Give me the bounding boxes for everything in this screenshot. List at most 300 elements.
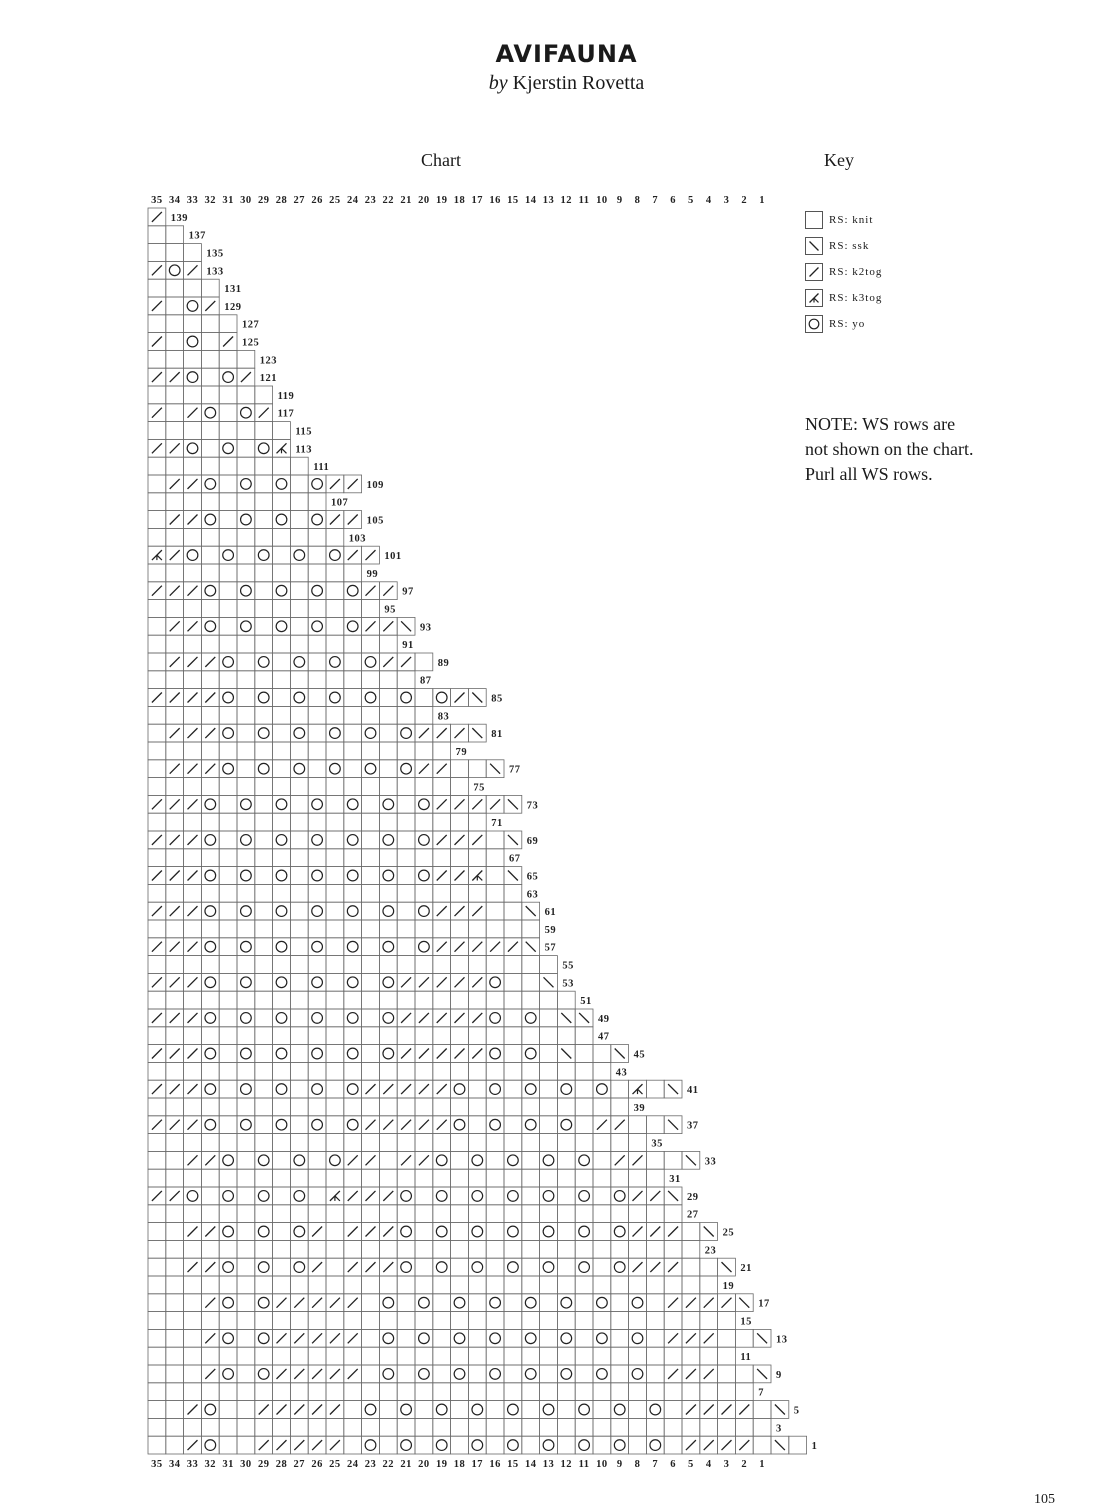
chart-cell: [486, 1009, 504, 1027]
chart-cell: [326, 1134, 344, 1152]
k2tog-icon: [401, 1155, 411, 1165]
yo-icon: [187, 336, 198, 347]
chart-cell: [326, 689, 344, 707]
chart-cell: [593, 1169, 611, 1187]
chart-cell: [522, 1116, 540, 1134]
chart-cell: [344, 1347, 362, 1365]
ssk-icon: [579, 1013, 589, 1023]
chart-cell: [219, 1347, 237, 1365]
chart-cell: [415, 1027, 433, 1045]
yo-icon: [561, 1119, 572, 1130]
key-label: RS: ssk: [829, 240, 870, 252]
chart-row: [148, 261, 224, 279]
row-number: 63: [526, 889, 539, 901]
chart-cell: [486, 1329, 504, 1347]
column-number-bottom: 25: [329, 1459, 341, 1470]
chart-cell: [237, 920, 255, 938]
chart-cell: [646, 1312, 664, 1330]
chart-cell: [379, 778, 397, 796]
row-number: 137: [188, 230, 206, 242]
chart-cell: [273, 849, 291, 867]
k2tog-icon: [490, 942, 500, 952]
yo-icon: [419, 1297, 430, 1308]
k2tog-icon: [419, 1084, 429, 1094]
chart-cell: [273, 1312, 291, 1330]
row-number: 75: [473, 782, 485, 794]
chart-cell: [468, 813, 486, 831]
k2tog-icon: [401, 977, 411, 987]
column-number-top: 17: [471, 195, 484, 206]
chart-cell: [504, 956, 522, 974]
chart-cell: [166, 226, 184, 244]
yo-icon: [365, 657, 376, 668]
chart-cell: [397, 1205, 415, 1223]
chart-cell: [273, 582, 291, 600]
chart-cell: [379, 1276, 397, 1294]
ssk-icon: [472, 693, 482, 703]
k2tog-icon: [312, 1369, 322, 1379]
chart-cell: [433, 1258, 451, 1276]
chart-cell: [326, 884, 344, 902]
chart-cell: [451, 1134, 469, 1152]
k2tog-icon: [704, 1298, 714, 1308]
ssk-icon: [668, 1191, 678, 1201]
chart-cell: [219, 386, 237, 404]
chart-cell: [308, 1418, 326, 1436]
yo-icon: [401, 1262, 412, 1273]
row-number: 55: [562, 960, 574, 972]
chart-cell: [415, 1240, 433, 1258]
chart-cell: [379, 813, 397, 831]
chart-cell: [273, 1169, 291, 1187]
chart-cell: [522, 1062, 540, 1080]
chart-cell: [308, 920, 326, 938]
row-number: 37: [687, 1120, 699, 1132]
chart-cell: [326, 617, 344, 635]
chart-cell: [433, 1151, 451, 1169]
chart-cell: [326, 991, 344, 1009]
chart-cell: [308, 973, 326, 991]
chart-cell: [468, 760, 486, 778]
chart-row: [148, 973, 574, 991]
yo-icon: [597, 1333, 608, 1344]
k2tog-icon: [348, 1298, 358, 1308]
chart-cell: [646, 1436, 664, 1454]
chart-cell: [273, 742, 291, 760]
chart-cell: [255, 795, 273, 813]
chart-cell: [201, 1205, 219, 1223]
k3tog-icon: [152, 550, 162, 560]
k2tog-icon: [348, 1369, 358, 1379]
k2tog-icon: [188, 942, 198, 952]
chart-cell: [255, 422, 273, 440]
chart-cell: [433, 1276, 451, 1294]
chart-cell: [753, 1418, 771, 1436]
chart-row: [148, 350, 277, 368]
row-number: 111: [313, 462, 330, 474]
k2tog-icon: [188, 835, 198, 845]
chart-cell: [522, 1009, 540, 1027]
yo-icon: [632, 1297, 643, 1308]
chart-cell: [273, 760, 291, 778]
chart-cell: [237, 938, 255, 956]
k2tog-icon: [170, 621, 180, 631]
chart-cell: [148, 1151, 166, 1169]
chart-cell: [255, 1223, 273, 1241]
chart-cell: [237, 1329, 255, 1347]
chart-cell: [468, 884, 486, 902]
chart-cell: [201, 778, 219, 796]
chart-cell: [362, 884, 380, 902]
column-number-top: 19: [435, 195, 448, 206]
chart-cell: [646, 1151, 664, 1169]
k2tog-icon: [686, 1369, 696, 1379]
chart-cell: [184, 1276, 202, 1294]
k2tog-icon: [205, 1155, 215, 1165]
chart-cell: [575, 1294, 593, 1312]
chart-cell: [415, 1098, 433, 1116]
chart-row: [148, 1401, 800, 1419]
chart-cell: [433, 1312, 451, 1330]
chart-cell: [219, 956, 237, 974]
k2tog-icon: [223, 337, 233, 347]
yo-icon: [241, 585, 252, 596]
row-number: 133: [206, 266, 224, 278]
chart-cell: [237, 778, 255, 796]
chart-cell: [540, 1027, 558, 1045]
chart-cell: [415, 1294, 433, 1312]
chart-cell: [166, 564, 184, 582]
chart-cell: [184, 350, 202, 368]
chart-cell: [308, 635, 326, 653]
yo-icon: [294, 550, 305, 561]
chart-row: [148, 938, 556, 956]
chart-cell: [468, 1027, 486, 1045]
chart-cell: [646, 1383, 664, 1401]
chart-cell: [290, 511, 308, 529]
column-number-bottom: 24: [346, 1459, 359, 1470]
row-number: 121: [259, 373, 278, 385]
chart-cell: [486, 1240, 504, 1258]
chart-cell: [379, 1294, 397, 1312]
column-number-top: 9: [616, 195, 623, 206]
chart-cell: [148, 1240, 166, 1258]
k2tog-icon: [312, 1405, 322, 1415]
yo-icon: [472, 1155, 483, 1166]
chart-cell: [451, 849, 469, 867]
yo-icon: [419, 1333, 430, 1344]
chart-cell: [148, 1365, 166, 1383]
chart-cell: [166, 1436, 184, 1454]
chart-cell: [308, 1062, 326, 1080]
chart-cell: [433, 884, 451, 902]
chart-cell: [201, 546, 219, 564]
yo-icon: [258, 1333, 269, 1344]
chart-cell: [593, 1151, 611, 1169]
k2tog-icon: [366, 1262, 376, 1272]
chart-cell: [415, 1276, 433, 1294]
chart-cell: [326, 653, 344, 671]
chart-cell: [433, 1134, 451, 1152]
chart-cell: [273, 795, 291, 813]
chart-cell: [148, 422, 166, 440]
column-number-top: 33: [186, 195, 199, 206]
yo-icon: [347, 870, 358, 881]
k2tog-icon: [668, 1298, 678, 1308]
yo-icon: [508, 1440, 519, 1451]
chart-cell: [219, 350, 237, 368]
chart-cell: [308, 475, 326, 493]
chart-row: [148, 315, 259, 333]
chart-cell: [646, 1347, 664, 1365]
chart-cell: [326, 742, 344, 760]
yo-icon: [241, 870, 252, 881]
chart-cell: [611, 1401, 629, 1419]
yo-icon: [383, 1297, 394, 1308]
column-number-top: 34: [168, 195, 181, 206]
chart-cell: [219, 439, 237, 457]
chart-cell: [433, 1027, 451, 1045]
yo-icon: [508, 1262, 519, 1273]
yo-icon: [205, 1013, 216, 1024]
chart-cell: [486, 1294, 504, 1312]
chart-cell: [700, 1347, 718, 1365]
column-number-bottom: 8: [634, 1459, 641, 1470]
chart-cell: [451, 1294, 469, 1312]
k2tog-icon: [152, 1084, 162, 1094]
k2tog-icon: [152, 906, 162, 916]
chart-cell: [433, 1205, 451, 1223]
k2tog-icon: [668, 1369, 678, 1379]
key-label: RS: yo: [829, 318, 866, 330]
yo-icon: [312, 585, 323, 596]
chart-cell: [308, 724, 326, 742]
k2tog-icon: [419, 1155, 429, 1165]
chart-cell: [486, 1187, 504, 1205]
row-number: 71: [491, 818, 503, 830]
yo-icon: [276, 1084, 287, 1095]
chart-cell: [575, 1436, 593, 1454]
ssk-icon: [775, 1405, 785, 1415]
chart-cell: [575, 1027, 593, 1045]
chart-cell: [219, 1258, 237, 1276]
chart-cell: [166, 244, 184, 262]
chart-cell: [468, 956, 486, 974]
chart-cell: [397, 1312, 415, 1330]
chart-row: [148, 333, 259, 351]
chart-cell: [255, 439, 273, 457]
chart-cell: [166, 849, 184, 867]
chart-cell: [219, 1401, 237, 1419]
chart-cell: [255, 1329, 273, 1347]
chart-cell: [379, 1062, 397, 1080]
k2tog-icon: [686, 1440, 696, 1450]
chart-cell: [219, 884, 237, 902]
k2tog-icon: [383, 1084, 393, 1094]
chart-cell: [290, 457, 308, 475]
chart-cell: [344, 831, 362, 849]
chart-cell: [166, 671, 184, 689]
chart-cell: [629, 1347, 647, 1365]
chart-cell: [273, 1205, 291, 1223]
chart-cell: [237, 528, 255, 546]
yo-icon: [419, 870, 430, 881]
yo-icon: [330, 657, 341, 668]
row-number: 129: [224, 301, 242, 313]
ssk-icon: [401, 621, 411, 631]
chart-cell: [379, 1205, 397, 1223]
chart-cell: [148, 1401, 166, 1419]
chart-cell: [273, 831, 291, 849]
chart-cell: [148, 457, 166, 475]
chart-cell: [682, 1258, 700, 1276]
chart-cell: [664, 1418, 682, 1436]
chart-cell: [362, 635, 380, 653]
chart-cell: [201, 404, 219, 422]
chart-row: [148, 1383, 764, 1401]
chart-cell: [237, 1080, 255, 1098]
k2tog-icon: [650, 1262, 660, 1272]
yo-icon: [258, 550, 269, 561]
column-number-top: 3: [723, 195, 730, 206]
chart-cell: [201, 902, 219, 920]
chart-cell: [504, 973, 522, 991]
chart-cell: [397, 1383, 415, 1401]
chart-cell: [219, 475, 237, 493]
chart-cell: [522, 1436, 540, 1454]
row-number: 29: [687, 1191, 699, 1203]
chart-cell: [326, 1258, 344, 1276]
chart-cell: [219, 1045, 237, 1063]
chart-row: [148, 760, 521, 778]
column-number-bottom: 17: [471, 1459, 484, 1470]
k2tog-icon: [348, 515, 358, 525]
k2tog-icon: [330, 479, 340, 489]
k2tog-icon: [455, 799, 465, 809]
yo-icon: [579, 1440, 590, 1451]
chart-cell: [629, 1383, 647, 1401]
chart-cell: [629, 1240, 647, 1258]
chart-cell: [237, 617, 255, 635]
chart-cell: [344, 973, 362, 991]
chart-cell: [326, 1276, 344, 1294]
yo-icon: [312, 977, 323, 988]
chart-cell: [682, 1240, 700, 1258]
yo-icon: [223, 1155, 234, 1166]
yo-icon: [312, 870, 323, 881]
chart-cell: [522, 1276, 540, 1294]
k2tog-icon: [419, 1013, 429, 1023]
chart-cell: [308, 706, 326, 724]
yo-icon: [241, 906, 252, 917]
chart-cell: [237, 1169, 255, 1187]
chart-cell: [326, 760, 344, 778]
chart-cell: [486, 973, 504, 991]
yo-icon: [241, 977, 252, 988]
chart-cell: [237, 1401, 255, 1419]
row-number: 117: [277, 408, 295, 420]
chart-cell: [148, 635, 166, 653]
k2tog-icon: [170, 799, 180, 809]
yo-icon: [223, 728, 234, 739]
chart-cell: [415, 1223, 433, 1241]
chart-cell: [148, 653, 166, 671]
chart-cell: [362, 956, 380, 974]
chart-cell: [557, 991, 575, 1009]
chart-cell: [664, 1151, 682, 1169]
chart-cell: [184, 386, 202, 404]
chart-cell: [397, 920, 415, 938]
row-number: 91: [402, 640, 414, 652]
chart-cell: [486, 1169, 504, 1187]
k2tog-icon: [259, 1440, 269, 1450]
yo-icon: [205, 479, 216, 490]
chart-cell: [718, 1383, 736, 1401]
chart-cell: [486, 1134, 504, 1152]
k2tog-icon: [170, 372, 180, 382]
k2tog-icon: [633, 1262, 643, 1272]
yo-icon: [258, 1191, 269, 1202]
k2tog-icon: [330, 1405, 340, 1415]
chart-cell: [611, 1312, 629, 1330]
chart-cell: [629, 1418, 647, 1436]
chart-cell: [237, 1383, 255, 1401]
k2tog-icon: [205, 1262, 215, 1272]
yo-icon: [383, 799, 394, 810]
chart-cell: [593, 1436, 611, 1454]
chart-cell: [593, 1062, 611, 1080]
chart-cell: [468, 849, 486, 867]
chart-cell: [308, 1205, 326, 1223]
chart-cell: [219, 1134, 237, 1152]
chart-cell: [344, 1169, 362, 1187]
chart-cell: [504, 920, 522, 938]
chart-cell: [504, 1027, 522, 1045]
yo-icon: [543, 1440, 554, 1451]
chart-cell: [593, 1418, 611, 1436]
row-number: 93: [420, 622, 432, 634]
chart-cell: [237, 671, 255, 689]
chart-cell: [148, 1223, 166, 1241]
chart-cell: [184, 813, 202, 831]
chart-cell: [148, 849, 166, 867]
chart-cell: [344, 600, 362, 618]
chart-cell: [468, 1205, 486, 1223]
ssk-icon: [472, 728, 482, 738]
yo-icon: [187, 550, 198, 561]
ssk-icon: [508, 799, 518, 809]
chart-cell: [379, 973, 397, 991]
chart-cell: [255, 1240, 273, 1258]
yo-icon: [365, 728, 376, 739]
chart-cell: [184, 956, 202, 974]
chart-cell: [344, 689, 362, 707]
chart-cell: [237, 511, 255, 529]
chart-row: [148, 279, 241, 297]
chart-cell: [433, 849, 451, 867]
chart-cell: [451, 1418, 469, 1436]
chart-cell: [219, 849, 237, 867]
yo-icon: [258, 1369, 269, 1380]
chart-cell: [201, 920, 219, 938]
chart-cell: [219, 528, 237, 546]
chart-cell: [575, 1151, 593, 1169]
chart-cell: [629, 1205, 647, 1223]
chart-cell: [255, 1347, 273, 1365]
chart-row: [148, 956, 574, 974]
chart-cell: [735, 1365, 753, 1383]
chart-cell: [397, 849, 415, 867]
